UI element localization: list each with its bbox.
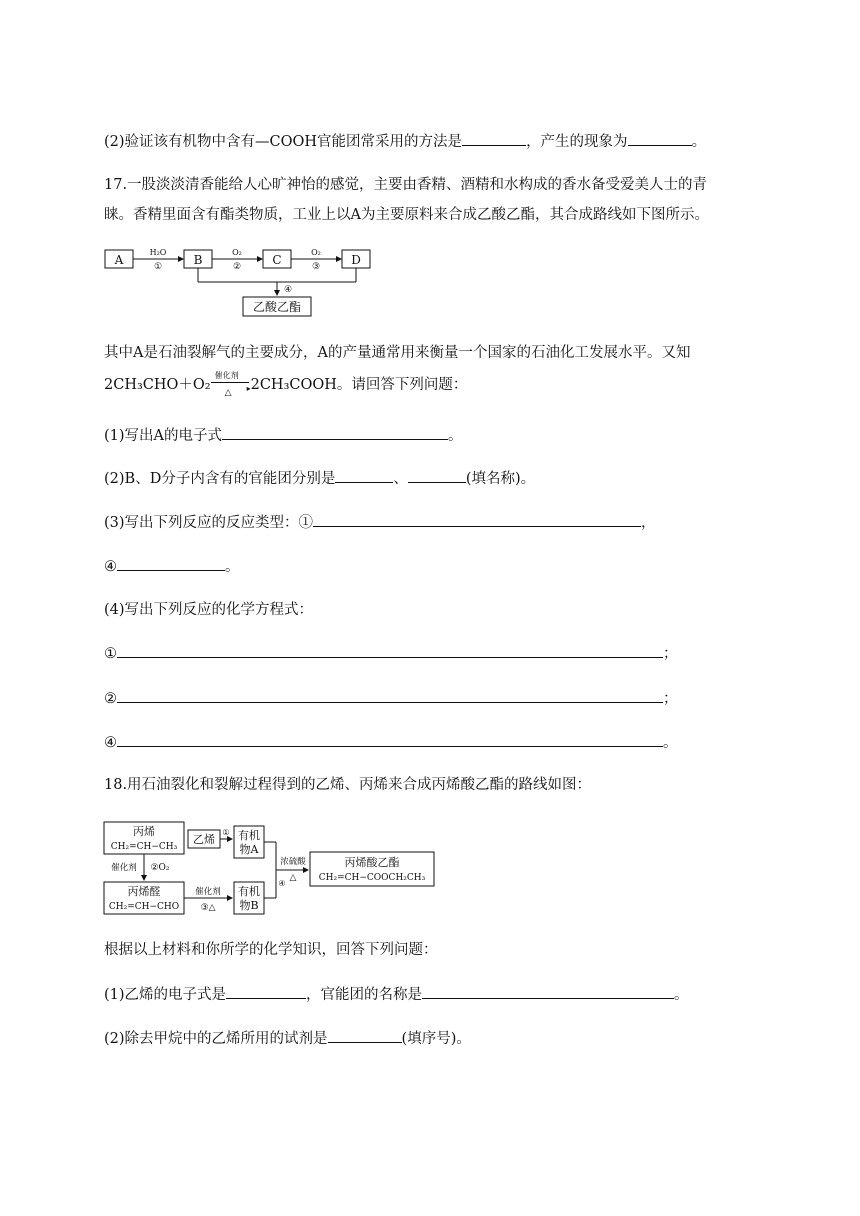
label-product: 乙酸乙酯 bbox=[252, 300, 302, 314]
q17-part4: (4)写出下列反应的化学方程式： bbox=[104, 602, 314, 618]
svg-text:有机: 有机 bbox=[238, 829, 260, 842]
svg-text:有机: 有机 bbox=[238, 885, 260, 898]
catalyst-1: 催化剂 bbox=[111, 863, 137, 873]
q17-synthesis-diagram bbox=[100, 242, 380, 322]
q18-part1: (1)乙烯的电子式是 ，官能团的名称是 。 bbox=[104, 984, 689, 1005]
label-C: C bbox=[272, 253, 282, 267]
step-1: ① bbox=[222, 828, 230, 837]
step-3: ③△ bbox=[200, 903, 216, 913]
catalyst-3: 催化剂 bbox=[195, 887, 221, 897]
catalyst-arrow: 催化剂 ▸ △ bbox=[211, 373, 251, 393]
answer-blank[interactable] bbox=[628, 131, 692, 146]
label-D: D bbox=[351, 253, 361, 267]
q16-part2: (2)验证该有机物中含有—COOH官能团常采用的方法是 ，产生的现象为 。 bbox=[104, 131, 706, 152]
step-4: ④ bbox=[283, 285, 293, 295]
answer-blank[interactable] bbox=[226, 984, 306, 999]
reagent-o2-a: O₂ bbox=[232, 248, 242, 257]
step-4: ④ bbox=[278, 879, 286, 888]
q18-part2: (2)除去甲烷中的乙烯所用的试剂是 (填序号)。 bbox=[104, 1028, 471, 1049]
answer-blank[interactable] bbox=[328, 1028, 402, 1043]
label-acrolein: 丙烯醛 bbox=[127, 885, 161, 898]
answer-blank[interactable] bbox=[422, 984, 674, 999]
svg-text:物A: 物A bbox=[239, 843, 259, 856]
q17-stem-line1: 17.一股淡淡清香能给人心旷神怡的感觉，主要由香精、酒精和水构成的香水备受爱美人士的青 bbox=[104, 177, 708, 193]
q17-reaction-1: ① ； bbox=[104, 643, 678, 664]
q17-reaction-2: ② ； bbox=[104, 688, 678, 709]
acid-label: 浓硫酸 bbox=[280, 857, 306, 867]
label-ethene: 乙烯 bbox=[193, 833, 215, 846]
heat-label: △ bbox=[289, 873, 297, 883]
q17-part1: (1)写出A的电子式 。 bbox=[104, 425, 463, 446]
answer-blank[interactable] bbox=[335, 468, 393, 483]
reagent-h2o: H₂O bbox=[149, 248, 167, 257]
q17-part2: (2)B、D分子内含有的官能团分别是 、 (填名称)。 bbox=[104, 468, 535, 489]
svg-text:物B: 物B bbox=[239, 899, 259, 912]
formula-acrolein: CH₂=CH−CHO bbox=[108, 902, 180, 912]
step-2: ②O₂ bbox=[150, 863, 170, 873]
formula-product: CH₂=CH−COOCH₂CH₃ bbox=[318, 873, 426, 883]
q17-stem-line2: 睐。香精里面含有酯类物质，工业上以A为主要原料来合成乙酸乙酯，其合成路线如下图所示。 bbox=[104, 207, 709, 223]
step-2: ② bbox=[232, 262, 242, 272]
reagent-o2-b: O₂ bbox=[311, 248, 321, 257]
q17-part3: (3)写出下列反应的反应类型：① ， bbox=[104, 512, 656, 533]
answer-blank[interactable] bbox=[408, 468, 466, 483]
label-product: 丙烯酸乙酯 bbox=[344, 856, 400, 869]
q17-part3b: ④ 。 bbox=[104, 556, 240, 577]
answer-blank[interactable] bbox=[462, 131, 526, 146]
q17-equation: 2CH₃CHO＋O₂ 催化剂 ▸ △ 2CH₃COOH。请回答下列问题： bbox=[104, 371, 468, 398]
q18-intro: 根据以上材料和你所学的化学知识，回答下列问题： bbox=[104, 942, 438, 958]
answer-blank[interactable] bbox=[313, 512, 641, 527]
q17-info-line1: 其中A是石油裂解气的主要成分，A的产量通常用来衡量一个国家的石油化工发展水平。又知 bbox=[104, 345, 691, 361]
formula-propene: CH₂=CH−CH₃ bbox=[110, 842, 178, 852]
answer-blank[interactable] bbox=[117, 556, 225, 571]
answer-blank[interactable] bbox=[117, 732, 663, 747]
label-propene: 丙烯 bbox=[133, 825, 155, 838]
answer-blank[interactable] bbox=[117, 643, 663, 658]
q17-reaction-4: ④ 。 bbox=[104, 732, 678, 753]
answer-blank[interactable] bbox=[117, 688, 663, 703]
answer-blank[interactable] bbox=[222, 425, 448, 440]
step-3: ③ bbox=[311, 262, 321, 272]
label-B: B bbox=[193, 253, 203, 267]
q18-stem: 18.用石油裂化和裂解过程得到的乙烯、丙烯来合成丙烯酸乙酯的路线如图： bbox=[104, 777, 592, 793]
label-A: A bbox=[114, 253, 124, 267]
step-1: ① bbox=[153, 262, 163, 272]
q18-synthesis-diagram bbox=[100, 818, 440, 920]
